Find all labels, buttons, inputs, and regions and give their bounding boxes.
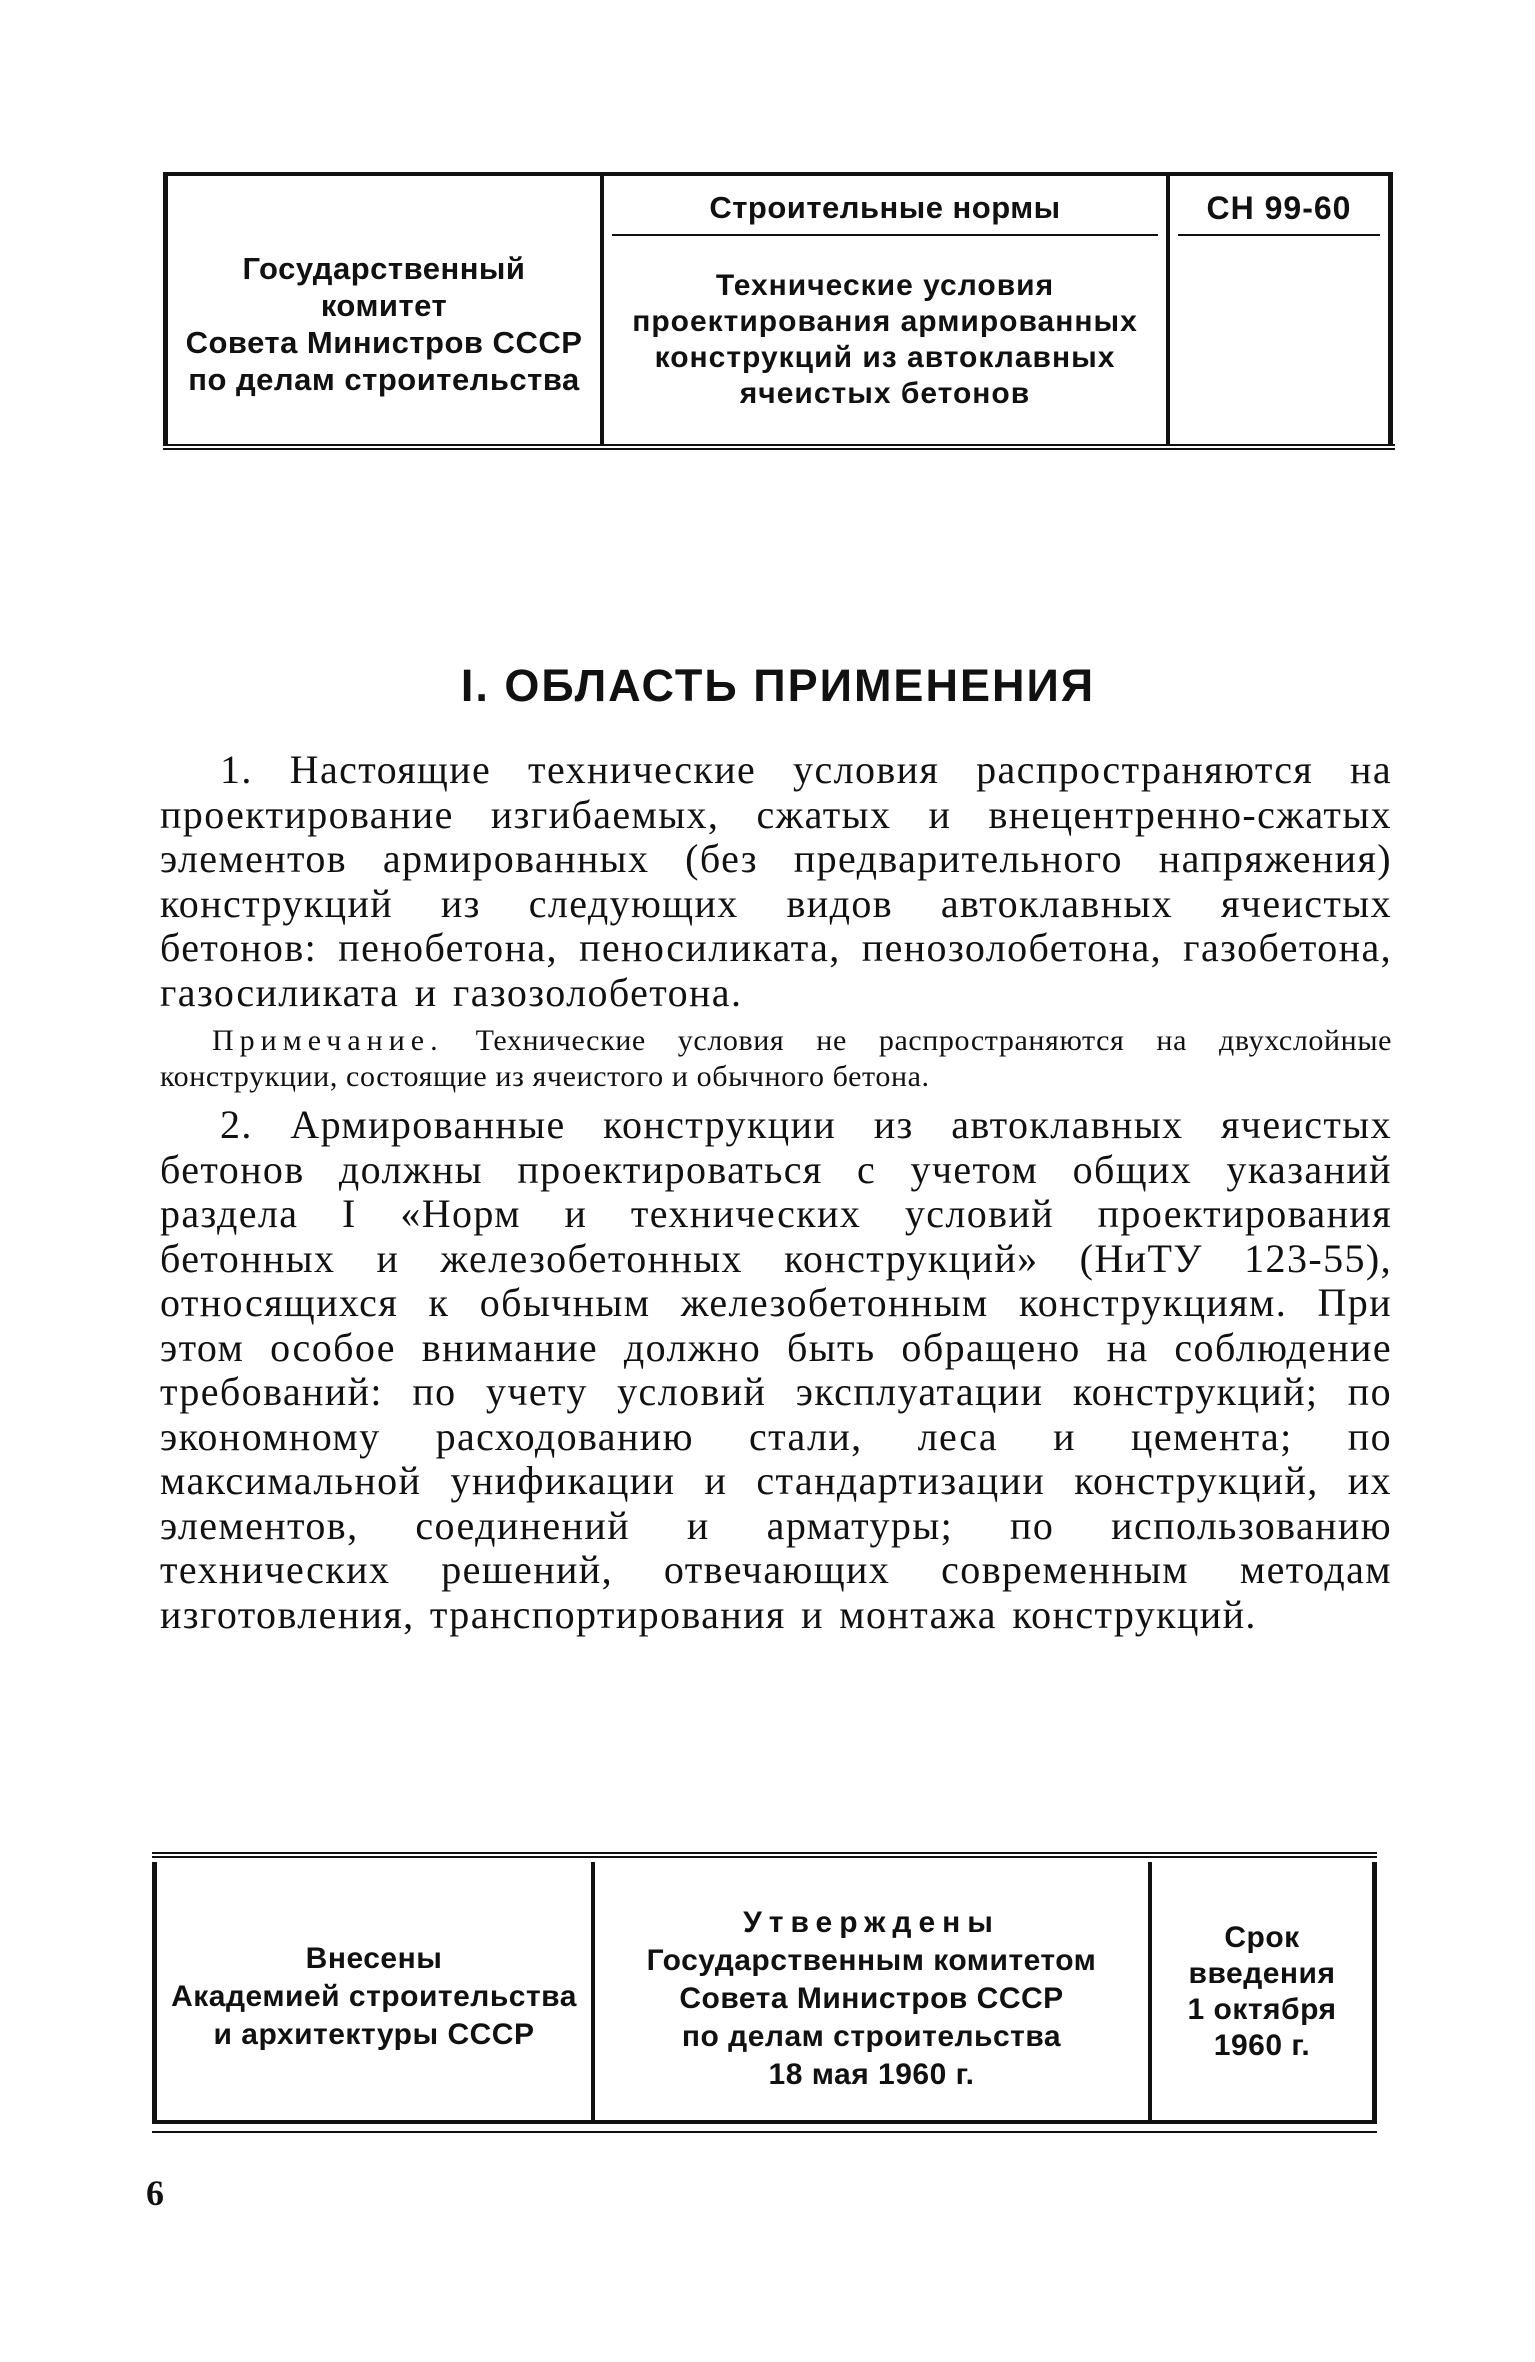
approved-line: Совета Министров СССР: [679, 1982, 1064, 2015]
submitted-line: Внесены: [305, 1942, 443, 1975]
approved-line: Государственным комитетом: [646, 1944, 1097, 1977]
title-line: ячеистых бетонов: [739, 377, 1031, 410]
note: [160, 1023, 1392, 1095]
effective-line: 1960 г.: [1213, 2029, 1311, 2062]
header-table: [163, 172, 1393, 444]
title-line: конструкций из автоклавных: [654, 341, 1116, 374]
section-title: I. ОБЛАСТЬ ПРИМЕНЕНИЯ: [460, 660, 1096, 711]
effective-line: введения: [1188, 1957, 1336, 1990]
paragraph-2: 2. Армированные конструкции из автоклавных ячеистых бетонов должны проектироваться с учетом общих указаний раздела I «Норм и технических условий проектирования бетонных и железобетонных конструкций» (НиТУ 123-55), относящихся к обычным железобетонным конструкциям. При этом особое внимание должно быть обращено на соблюдение требований: по учету условий эксплуатации конструкций; по экономному расходованию стали, леса и цемента; по максимальной унификации и стандартизации конструкций, их элементов, соединений и арматуры; по использованию технических решений, отвечающих современным методам изготовления, транспортирования и монтажа конструкций.: [160, 1102, 1392, 1637]
header-title-cell: [604, 176, 1170, 444]
header-issuer-cell: [168, 176, 604, 444]
note-text: Технические условия не распространяются на двухслойные конструкции, состоящие из ячеистого и обычного бетона.: [160, 1024, 1392, 1093]
header-code-cell: [1170, 176, 1388, 444]
footer-submitted-cell: [157, 1862, 595, 2120]
paragraph-1: 1. Настоящие технические условия распространяются на проектирование изгибаемых, сжатых и внецентренно-сжатых элементов армированных (без предварительного напряжения) конструкций из следующих видов автоклавных ячеистых бетонов: пенобетона, пеносиликата, пенозолобетона, газобетона, газосиликата и газозолобетона.: [160, 747, 1392, 1015]
footer-bottom-rule: [152, 2131, 1377, 2133]
footer-table: [152, 1862, 1377, 2124]
issuer-line: Государственный: [242, 251, 526, 286]
title-line: Технические условия: [715, 269, 1055, 302]
issuer-line: комитет: [320, 288, 448, 323]
main-content: [160, 748, 1392, 1637]
effective-text: [1152, 1920, 1372, 2064]
page-number: 6: [146, 2173, 164, 2213]
issuer-line: по делам строительства: [188, 362, 580, 397]
footer-approved-cell: [595, 1862, 1152, 2120]
approved-label: Утверждены: [743, 1906, 1000, 1939]
document-title: [604, 268, 1166, 412]
note-label: Примечание.: [212, 1024, 444, 1057]
document-code: СН 99-60: [1178, 190, 1380, 236]
title-line: проектирования армированных: [632, 305, 1138, 338]
effective-line: Срок: [1224, 1921, 1300, 1954]
document-category: Строительные нормы: [612, 190, 1158, 236]
footer-effective-cell: [1152, 1862, 1372, 2120]
issuer-text: [168, 250, 600, 398]
submitted-line: Академией строительства: [171, 1980, 577, 2013]
submitted-line: и архитектуры СССР: [213, 2018, 535, 2051]
approved-text: [595, 1904, 1148, 2094]
approved-line: по делам строительства: [681, 2020, 1062, 2053]
effective-line: 1 октября: [1187, 1993, 1337, 2026]
header-divider: [163, 444, 1395, 450]
approved-date: 18 мая 1960 г.: [768, 2058, 975, 2091]
submitted-text: [157, 1940, 591, 2054]
footer-divider: [152, 1852, 1377, 1858]
issuer-line: Совета Министров СССР: [185, 325, 583, 360]
